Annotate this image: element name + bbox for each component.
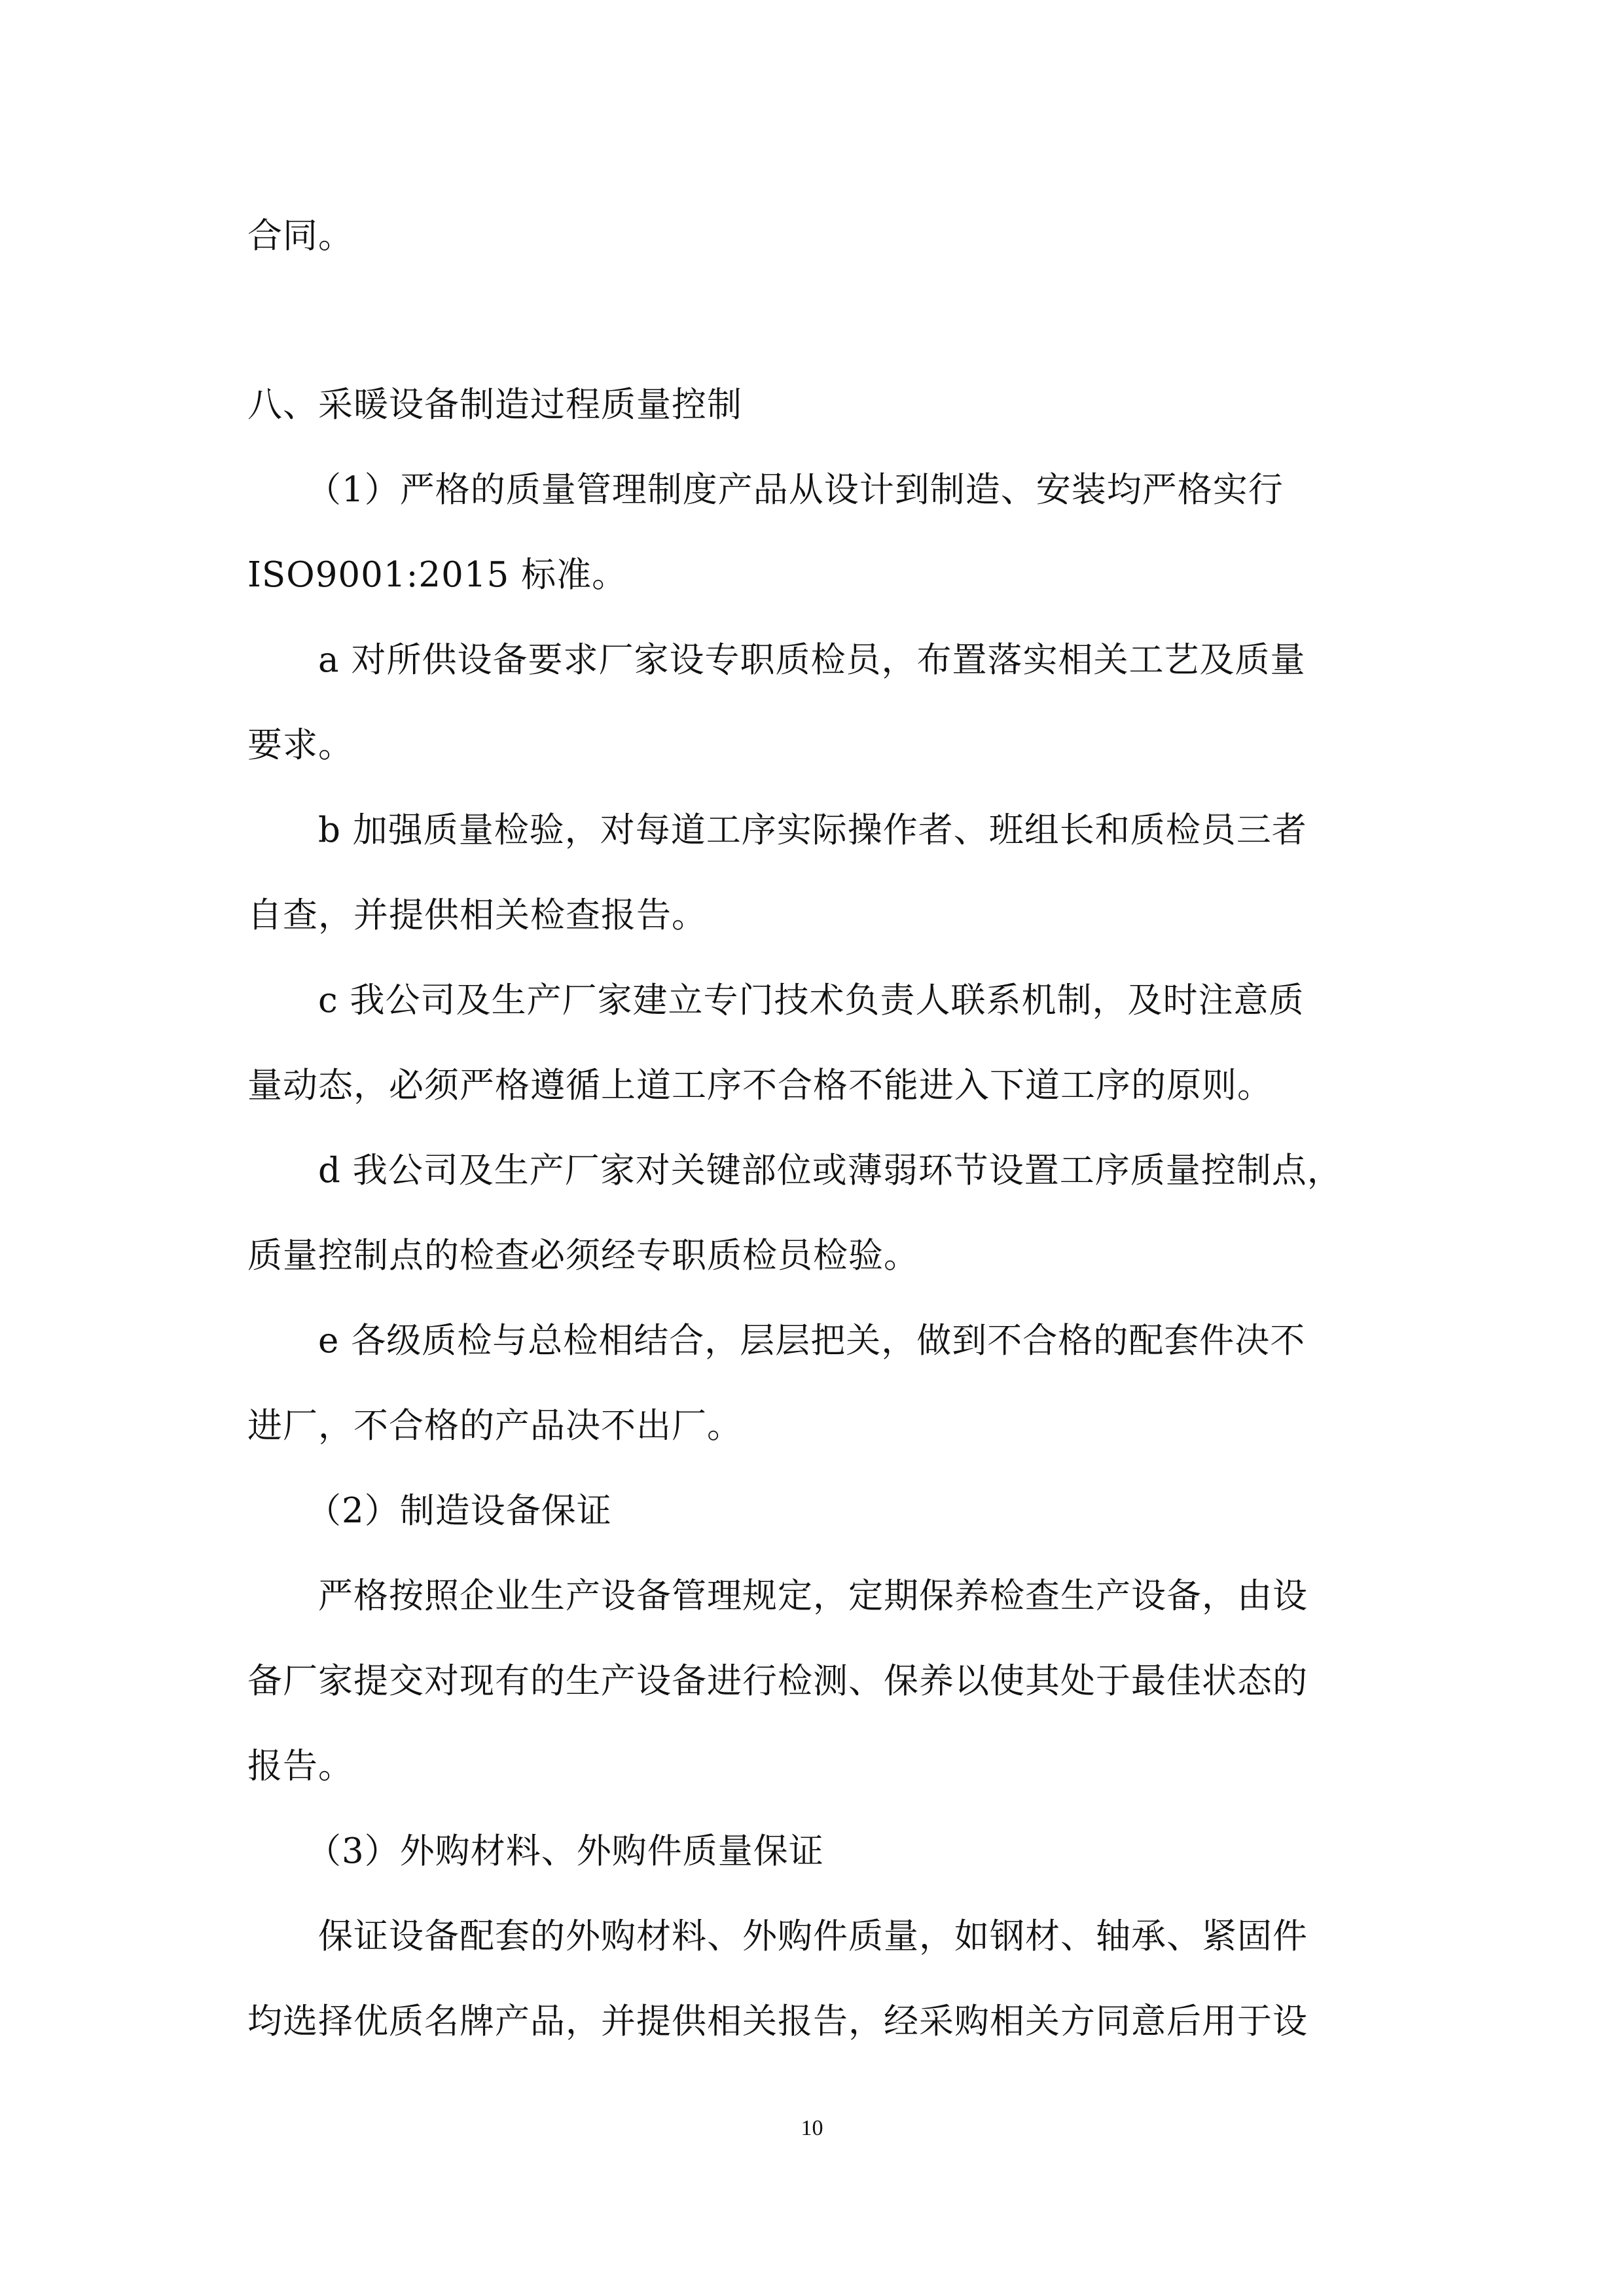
section-heading: 八、采暖设备制造过程质量控制 — [247, 385, 742, 425]
paragraph-line: 严格按照企业生产设备管理规定，定期保养检查生产设备，由设 — [318, 1576, 1308, 1616]
document-body — [247, 194, 1386, 2064]
paragraph-a-line: a 对所供设备要求厂家设专职质检员，布置落实相关工艺及质量 — [318, 640, 1306, 680]
text-line: 量动态，必须严格遵循上道工序不合格不能进入下道工序的原则。 — [247, 1066, 1272, 1105]
paragraph-line: 保证设备配套的外购材料、外购件质量，如钢材、轴承、紧固件 — [318, 1916, 1308, 1956]
paragraph-c-line: c 我公司及生产厂家建立专门技术负责人联系机制，及时注意质 — [318, 980, 1305, 1020]
paragraph-gap — [247, 279, 1386, 363]
text-line: 合同。 — [247, 216, 353, 256]
paragraph-b-line: b 加强质量检验，对每道工序实际操作者、班组长和质检员三者 — [318, 810, 1307, 850]
page-number: 10 — [801, 2116, 823, 2140]
text-line: 要求。 — [247, 725, 353, 765]
subsection-heading-1: （1）严格的质量管理制度产品从设计到制造、安装均严格实行 — [306, 470, 1284, 510]
paragraph-d-line: d 我公司及生产厂家对关键部位或薄弱环节设置工序质量控制点， — [318, 1151, 1343, 1191]
text-line: 自查，并提供相关检查报告。 — [247, 895, 707, 935]
text-line: 质量控制点的检查必须经专职质检员检验。 — [247, 1236, 919, 1276]
text-line: 均选择优质名牌产品，并提供相关报告，经采购相关方同意后用于设 — [247, 2001, 1308, 2041]
text-line: 备厂家提交对现有的生产设备进行检测、保养以使其处于最佳状态的 — [247, 1661, 1308, 1701]
subsection-heading-3: （3）外购材料、外购件质量保证 — [306, 1831, 824, 1871]
paragraph-e-line: e 各级质检与总检相结合，层层把关，做到不合格的配套件决不 — [318, 1321, 1306, 1361]
text-line: 进厂，不合格的产品决不出厂。 — [247, 1406, 742, 1446]
subsection-heading-2: （2）制造设备保证 — [306, 1491, 612, 1531]
text-line: 报告。 — [247, 1746, 353, 1786]
text-line: ISO9001:2015 标准。 — [247, 555, 628, 595]
